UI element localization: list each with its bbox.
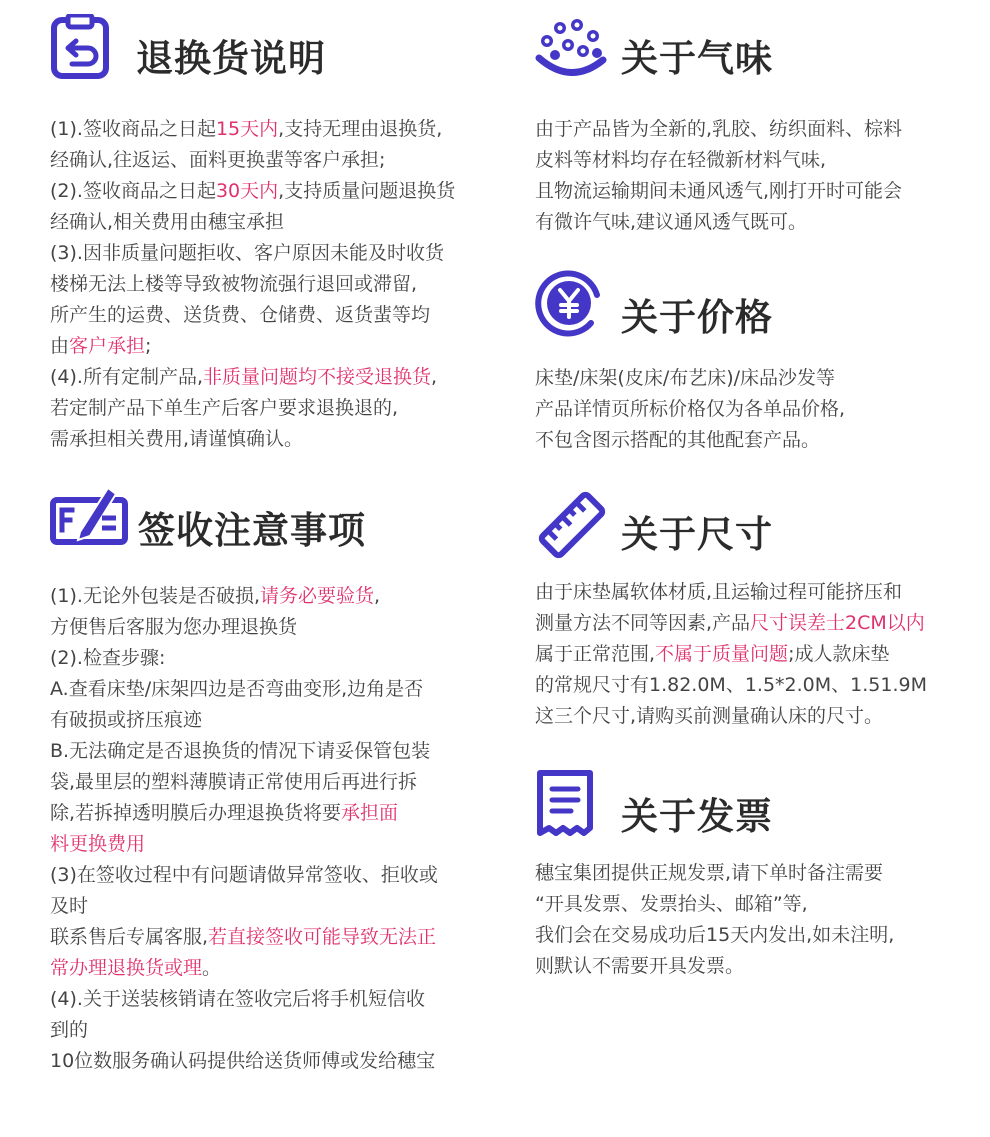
highlight-text: 15天内 (215, 118, 279, 140)
text-line (50, 362, 455, 393)
body-text: 需承担相关费用,请谨慎确认。 (50, 428, 304, 450)
text-line (535, 145, 902, 176)
text-line (50, 331, 455, 362)
text-line (50, 767, 438, 798)
size-title: 关于尺寸 (621, 513, 773, 556)
body-text: (1).无论外包装是否破损, (50, 585, 260, 607)
body-text: “开具发票、发票抬头、邮箱”等, (535, 893, 808, 915)
highlight-text: 非质量问题均不接受退换货 (203, 366, 432, 388)
body-text: 若定制产品下单生产后客户要求退换退的, (50, 397, 399, 419)
body-text: ,支持无理由退换货, (278, 118, 443, 140)
text-line (50, 922, 438, 953)
highlight-text: 承担面 (341, 802, 399, 824)
body-text: (1).签收商品之日起 (50, 118, 216, 140)
body-text: 这三个尺寸,请购买前测量确认床的尺寸。 (535, 705, 884, 727)
body-text: 则默认不需要开具发票。 (535, 955, 745, 977)
body-text: 方便售后客服为您办理退换货 (50, 616, 298, 638)
body-text: 产品详情页所标价格仅为各单品价格, (535, 398, 846, 420)
yen-coin-icon (535, 265, 603, 337)
body-text: 楼梯无法上楼等导致被物流强行退回或滞留, (50, 273, 418, 295)
body-text: 所产生的运费、送货费、仓储费、返货蜚等均 (50, 304, 431, 326)
text-line (50, 829, 438, 860)
text-line (535, 920, 894, 951)
body-text: , (374, 585, 381, 607)
highlight-text: 不属于质量问题 (655, 643, 789, 665)
body-text: 由 (50, 335, 70, 357)
text-line (535, 701, 927, 732)
text-line (535, 858, 894, 889)
text-line (50, 393, 455, 424)
body-text: ; (145, 335, 152, 357)
text-line (535, 670, 927, 701)
body-text: 我们会在交易成功后15天内发出,如未注明, (535, 924, 895, 946)
text-line (50, 643, 438, 674)
text-line (535, 394, 845, 425)
text-line (50, 705, 438, 736)
highlight-text: 料更换费用 (50, 833, 146, 855)
body-text: (2).签收商品之日起 (50, 180, 216, 202)
returns-title: 退换货说明 (136, 37, 326, 80)
body-text: 经确认,往返运、面料更换蜚等客户承担; (50, 149, 386, 171)
receipt-icon (535, 770, 597, 836)
body-text: 由于床垫属软体材质,且运输过程可能挤压和 (535, 581, 903, 603)
text-line (50, 674, 438, 705)
invoice-body (535, 858, 894, 982)
text-line (535, 577, 927, 608)
text-line (50, 798, 438, 829)
body-text: (3).因非质量问题拒收、客户原因未能及时收货 (50, 242, 444, 264)
invoice-title: 关于发票 (621, 795, 773, 838)
smell-title: 关于气味 (621, 37, 773, 80)
text-line (535, 639, 927, 670)
body-text: 且物流运输期间未通风透气,刚打开时可能会 (535, 180, 903, 202)
body-text: 不包含图示搭配的其他配套产品。 (535, 429, 821, 451)
text-line (535, 608, 927, 639)
highlight-text: 30天内 (215, 180, 279, 202)
text-line (50, 114, 455, 145)
body-text: 袋,最里层的塑料薄膜请正常使用后再进行拆 (50, 771, 418, 793)
return-clipboard-icon (50, 14, 112, 80)
ruler-icon (535, 488, 609, 562)
text-line (50, 176, 455, 207)
body-text: 穗宝集团提供正规发票,请下单时备注需要 (535, 862, 884, 884)
text-line (50, 145, 455, 176)
body-text: (2).检查步骤: (50, 647, 166, 669)
size-body (535, 577, 927, 732)
price-body (535, 363, 845, 456)
text-line (50, 269, 455, 300)
text-line (50, 238, 455, 269)
text-line (50, 612, 438, 643)
body-text: 由于产品皆为全新的,乳胶、纺织面料、棕料 (535, 118, 903, 140)
body-text: 有破损或挤压痕迹 (50, 709, 203, 731)
text-line (535, 889, 894, 920)
body-text: (4).所有定制产品, (50, 366, 203, 388)
text-line (535, 176, 902, 207)
highlight-text: 客户承担 (69, 335, 146, 357)
body-text: 床垫/床架(皮床/布艺床)/床品沙发等 (535, 367, 836, 389)
body-text: B.无法确定是否退换货的情况下请妥保管包装 (50, 740, 431, 762)
smell-body (535, 114, 902, 238)
body-text: ,支持质量问题退换货 (278, 180, 456, 202)
text-line (50, 736, 438, 767)
returns-body (50, 114, 455, 455)
body-text: , (431, 366, 438, 388)
body-text: 及时 (50, 895, 89, 917)
body-text: 10位数服务确认码提供给送货师傅或发给穗宝 (50, 1050, 436, 1072)
text-line (50, 424, 455, 455)
signing-body (50, 581, 438, 1077)
body-text: 属于正常范围, (535, 643, 656, 665)
text-line (50, 860, 438, 891)
body-text: 到的 (50, 1019, 89, 1041)
text-line (50, 984, 438, 1015)
text-line (535, 363, 845, 394)
text-line (50, 1046, 438, 1077)
highlight-text: 常办理退换货或理 (50, 957, 203, 979)
text-line (50, 581, 438, 612)
body-text: A.查看床垫/床架四边是否弯曲变形,边角是否 (50, 678, 424, 700)
highlight-text: 请务必要验货 (260, 585, 375, 607)
text-line (535, 114, 902, 145)
body-text: 测量方法不同等因素,产品 (535, 612, 751, 634)
text-line (535, 207, 902, 238)
text-line (50, 1015, 438, 1046)
paw-dots-icon (535, 14, 607, 80)
body-text: 。 (202, 957, 222, 979)
text-line (535, 425, 845, 456)
body-text: (3)在签收过程中有问题请做异常签收、拒收或 (50, 864, 438, 886)
body-text: (4).关于送装核销请在签收完后将手机短信收 (50, 988, 425, 1010)
body-text: 除,若拆掉透明膜后办理退换货将要 (50, 802, 342, 824)
highlight-text: 尺寸误差士2CM以内 (750, 612, 925, 634)
body-text: 有微许气味,建议通风透气既可。 (535, 211, 808, 233)
body-text: 联系售后专属客服, (50, 926, 209, 948)
body-text: 皮料等材料均存在轻微新材料气味, (535, 149, 827, 171)
text-line (50, 953, 438, 984)
text-line (535, 951, 894, 982)
sign-pen-icon (50, 482, 130, 548)
signing-title: 签收注意事项 (138, 509, 366, 552)
body-text: 的常规尺寸有1.82.0M、1.5*2.0M、1.51.9M (535, 674, 927, 696)
body-text: 经确认,相关费用由穗宝承担 (50, 211, 285, 233)
text-line (50, 207, 455, 238)
text-line (50, 300, 455, 331)
body-text: ;成人款床垫 (788, 643, 890, 665)
price-title: 关于价格 (621, 296, 773, 339)
highlight-text: 若直接签收可能导致无法正 (208, 926, 437, 948)
text-line (50, 891, 438, 922)
